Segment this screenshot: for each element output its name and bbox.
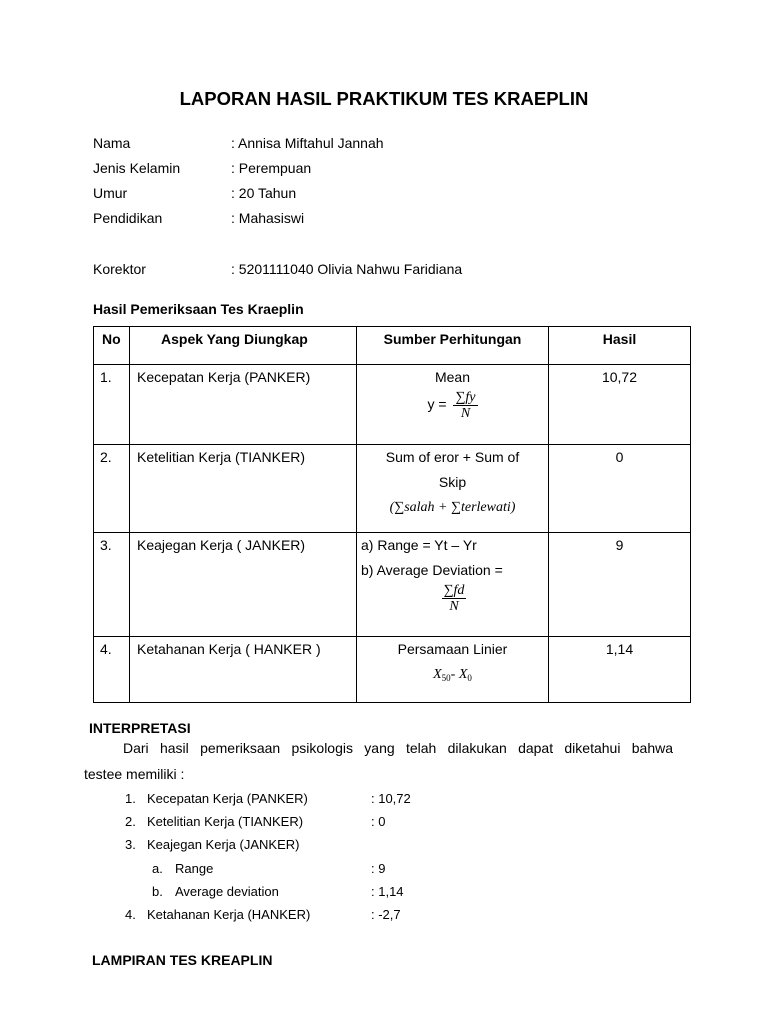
formula bbox=[357, 662, 548, 691]
list-subitem-number: a. bbox=[152, 861, 163, 876]
fraction-numerator: ∑fd bbox=[443, 583, 465, 598]
list-item-value: : 9 bbox=[371, 861, 386, 876]
row-result: 10,72 bbox=[549, 365, 691, 445]
header-result: Hasil bbox=[549, 327, 691, 365]
row-result: 1,14 bbox=[549, 637, 691, 703]
row-aspect: Ketahanan Kerja ( HANKER ) bbox=[130, 637, 357, 703]
profile-label-education: Pendidikan bbox=[93, 210, 163, 226]
header-no: No bbox=[94, 327, 130, 365]
source-line: b) Average Deviation = bbox=[361, 562, 503, 578]
source-line: Persamaan Linier bbox=[397, 641, 508, 657]
table-row bbox=[94, 533, 691, 637]
list-item-number: 3. bbox=[125, 837, 136, 852]
profile-value-age: : 20 Tahun bbox=[231, 185, 297, 201]
list-item-label: Kecepatan Kerja (PANKER) bbox=[147, 791, 308, 806]
row-source bbox=[357, 533, 549, 637]
results-table bbox=[93, 326, 691, 703]
table-row bbox=[94, 365, 691, 445]
profile-value-corrector: : 5201111040 Olivia Nahwu Faridiana bbox=[231, 261, 463, 277]
list-item-number: 1. bbox=[125, 791, 136, 806]
row-aspect: Ketelitian Kerja (TIANKER) bbox=[130, 445, 357, 533]
profile-label-corrector: Korektor bbox=[93, 261, 146, 277]
fraction bbox=[453, 390, 477, 421]
formula bbox=[357, 583, 548, 614]
list-item-value: : -2,7 bbox=[371, 907, 401, 922]
row-no: 2. bbox=[94, 445, 130, 533]
row-aspect: Keajegan Kerja ( JANKER) bbox=[130, 533, 357, 637]
list-item-value: : 10,72 bbox=[371, 791, 411, 806]
formula-symbol: X bbox=[433, 667, 442, 682]
interpretation-paragraph-continued: testee memiliki : bbox=[84, 766, 185, 782]
profile-label-age: Umur bbox=[93, 185, 128, 201]
table-row bbox=[94, 445, 691, 533]
row-no: 3. bbox=[94, 533, 130, 637]
fraction-denominator: N bbox=[460, 406, 471, 421]
list-item-value: : 0 bbox=[371, 814, 386, 829]
profile-label-gender: Jenis Kelamin bbox=[93, 160, 181, 176]
formula-symbol: X bbox=[458, 667, 468, 682]
row-result: 0 bbox=[549, 445, 691, 533]
list-subitem-label: Range bbox=[175, 861, 214, 876]
list-item-value: : 1,14 bbox=[371, 884, 404, 899]
fraction bbox=[442, 583, 467, 614]
list-subitem-label: Average deviation bbox=[175, 884, 279, 899]
table-heading: Hasil Pemeriksaan Tes Kraeplin bbox=[93, 301, 304, 317]
row-no: 4. bbox=[94, 637, 130, 703]
formula-operator: - bbox=[450, 667, 459, 682]
formula-subscript: 0 bbox=[467, 673, 472, 683]
list-item-number: 4. bbox=[125, 907, 136, 922]
header-aspect: Aspek Yang Diungkap bbox=[130, 327, 357, 365]
formula-prefix: y = bbox=[427, 396, 447, 413]
interpretation-paragraph: Dari hasil pemeriksaan psikologis yang telah dilakukan dapat diketahui bahwa bbox=[123, 740, 673, 756]
row-result: 9 bbox=[549, 533, 691, 637]
fraction-numerator: ∑fy bbox=[455, 390, 476, 405]
table-header-row bbox=[94, 327, 691, 365]
profile-value-education: : Mahasiswi bbox=[231, 210, 305, 226]
header-source: Sumber Perhitungan bbox=[357, 327, 549, 365]
profile-value-name: : Annisa Miftahul Jannah bbox=[231, 135, 384, 151]
row-source bbox=[357, 637, 549, 703]
table-row bbox=[94, 637, 691, 703]
fraction-denominator: N bbox=[449, 599, 459, 614]
source-line: Sum of eror + Sum of bbox=[385, 449, 520, 465]
list-item-label: Ketahanan Kerja (HANKER) bbox=[147, 907, 311, 922]
list-item-number: 2. bbox=[125, 814, 136, 829]
profile-label-name: Nama bbox=[93, 135, 131, 151]
row-source bbox=[357, 365, 549, 445]
row-aspect: Kecepatan Kerja (PANKER) bbox=[130, 365, 357, 445]
row-source bbox=[357, 445, 549, 533]
interpretation-heading: INTERPRETASI bbox=[89, 720, 191, 736]
appendix-heading: LAMPIRAN TES KREAPLIN bbox=[92, 952, 273, 968]
source-line: Mean bbox=[434, 369, 471, 385]
row-no: 1. bbox=[94, 365, 130, 445]
list-item-label: Keajegan Kerja (JANKER) bbox=[147, 837, 300, 852]
formula-subscript: 50 bbox=[441, 673, 451, 683]
formula bbox=[357, 390, 548, 421]
list-item-label: Ketelitian Kerja (TIANKER) bbox=[147, 814, 304, 829]
list-subitem-number: b. bbox=[152, 884, 163, 899]
source-line: Skip bbox=[438, 474, 467, 490]
page-title: LAPORAN HASIL PRAKTIKUM TES KRAEPLIN bbox=[179, 88, 589, 109]
profile-value-gender: : Perempuan bbox=[231, 160, 312, 176]
source-line: a) Range = Yt – Yr bbox=[361, 537, 477, 553]
formula: (∑salah + ∑terlewati) bbox=[389, 500, 516, 515]
